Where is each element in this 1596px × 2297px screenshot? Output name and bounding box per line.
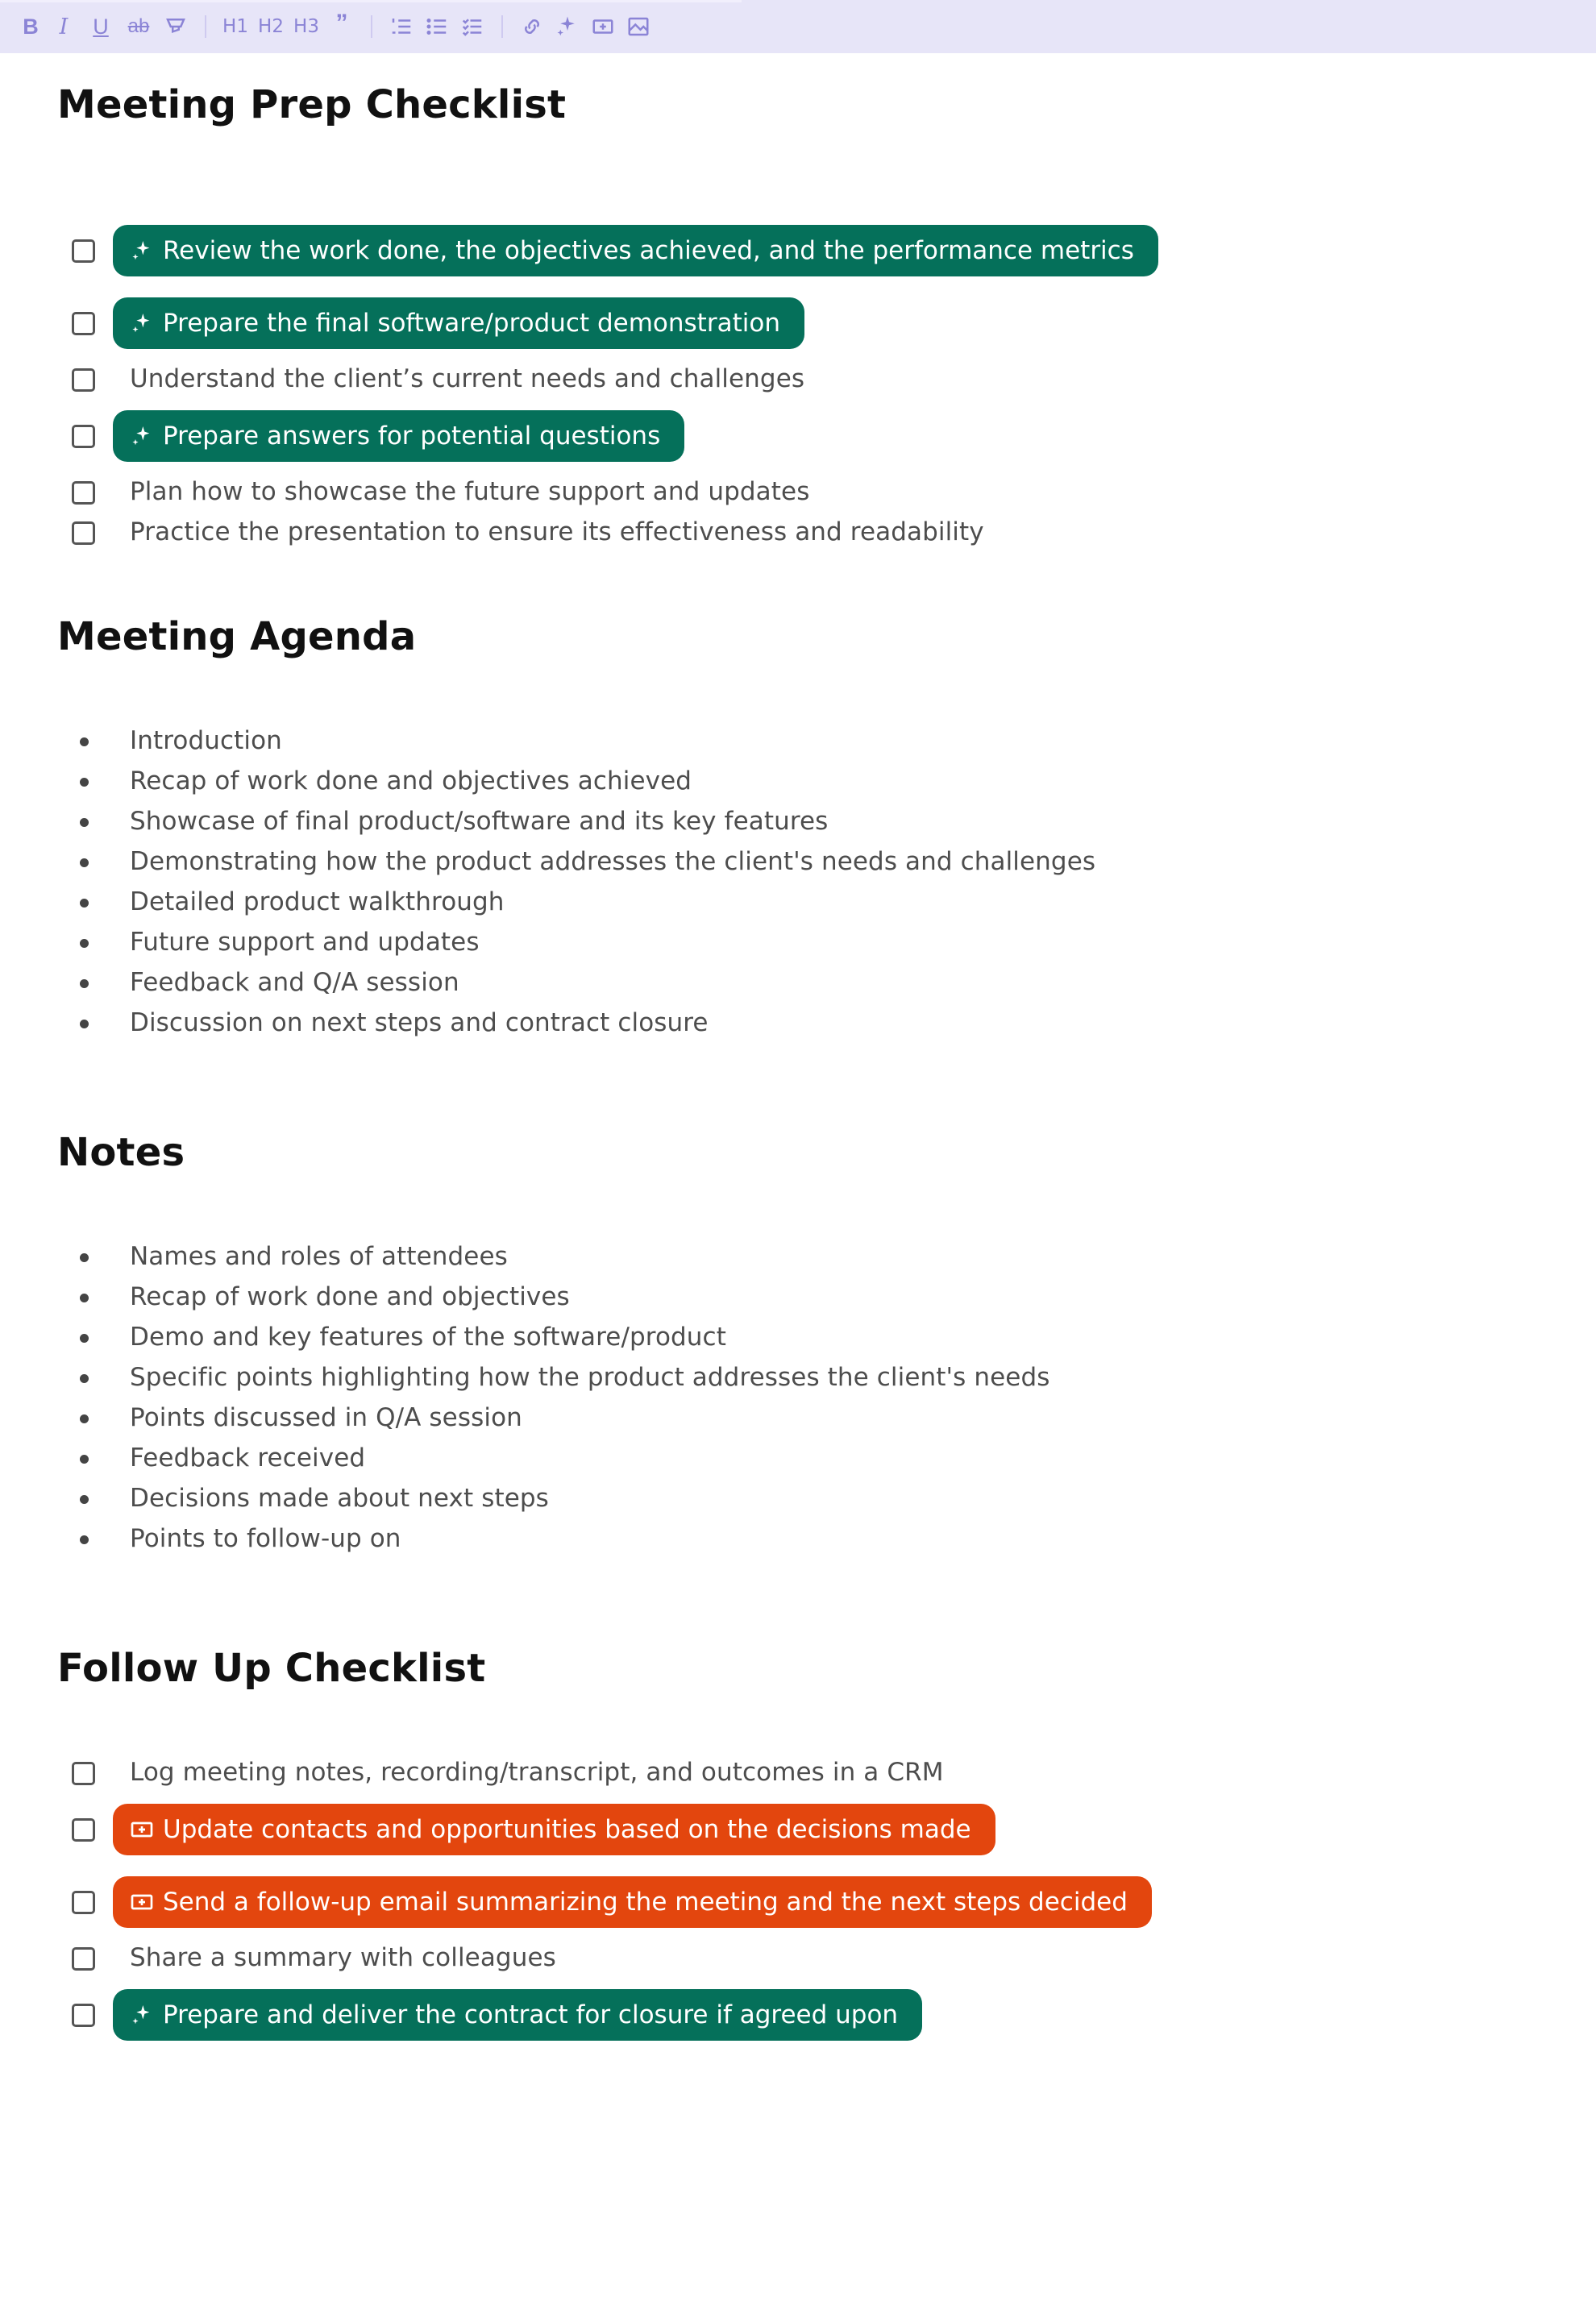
section-title-follow-up: Follow Up Checklist: [57, 1646, 486, 1691]
formatting-toolbar: [0, 0, 1596, 53]
checklist-item-text: Prepare and deliver the contract for closure if agreed upon: [163, 2000, 899, 2029]
checkbox[interactable]: [72, 368, 95, 392]
bullet: [80, 737, 89, 746]
sparkle-icon: [126, 235, 158, 267]
ai-suggestion-pill[interactable]: [113, 297, 804, 349]
bullet-list-icon[interactable]: [419, 9, 455, 44]
section-title-notes: Notes: [57, 1130, 185, 1175]
ai-suggestion-pill[interactable]: [113, 410, 684, 462]
list-item-text: Recap of work done and objectives: [130, 1282, 570, 1311]
ai-sparkle-icon[interactable]: [550, 9, 585, 44]
image-icon[interactable]: [621, 9, 656, 44]
checkbox[interactable]: [72, 312, 95, 335]
checkbox[interactable]: [72, 2004, 95, 2027]
ai-suggestion-pill[interactable]: [113, 1989, 922, 2041]
checklist-item: [0, 509, 1596, 557]
bullet: [80, 1253, 89, 1262]
bullet: [80, 1020, 89, 1028]
list-item-text: Feedback received: [130, 1443, 366, 1472]
bullet: [80, 1294, 89, 1302]
toolbar-divider: [205, 15, 206, 38]
checklist-item: [0, 299, 1596, 347]
checklist-item: [0, 1749, 1596, 1797]
checklist-item: [0, 226, 1596, 275]
list-item-text: Showcase of final product/software and its key features: [130, 807, 829, 836]
list-item: [0, 999, 1596, 1048]
checkbox[interactable]: [72, 481, 95, 505]
list-item-text: Points discussed in Q/A session: [130, 1403, 522, 1432]
checklist-item-text: Review the work done, the objectives achieved, and the performance metrics: [163, 236, 1134, 265]
checklist-item-text: Prepare answers for potential questions: [163, 422, 661, 451]
checklist-item-text: Practice the presentation to ensure its effectiveness and readability: [130, 517, 984, 546]
checklist-item: [0, 1878, 1596, 1926]
checklist-item-text: Update contacts and opportunities based on the decisions made: [163, 1815, 971, 1844]
checkbox[interactable]: [72, 239, 95, 263]
bullet: [80, 939, 89, 948]
checklist-item-text: Prepare the final software/product demonstration: [163, 309, 780, 338]
ai-suggestion-pill[interactable]: [113, 225, 1158, 276]
link-icon[interactable]: [514, 9, 550, 44]
checklist-item-text: Plan how to showcase the future support and updates: [130, 477, 810, 506]
bullet: [80, 979, 89, 988]
embed-icon: [126, 1813, 158, 1846]
sparkle-icon: [126, 1999, 158, 2031]
list-item-text: Feedback and Q/A session: [130, 968, 459, 997]
checklist-item: [0, 1991, 1596, 2039]
checkbox[interactable]: [72, 1891, 95, 1914]
list-item-text: Detailed product walkthrough: [130, 887, 505, 916]
toolbar-accent: [0, 0, 742, 2]
quote-button[interactable]: ”: [335, 10, 348, 36]
strikethrough-button[interactable]: ab: [127, 15, 150, 37]
list-item-text: Specific points highlighting how the product addresses the client's needs: [130, 1363, 1050, 1392]
checklist-item: [0, 412, 1596, 460]
section-title-meeting-agenda: Meeting Agenda: [57, 614, 417, 659]
checklist-icon[interactable]: [455, 9, 490, 44]
bullet: [80, 1414, 89, 1423]
checklist-item-text: Send a follow-up email summarizing the meeting and the next steps decided: [163, 1888, 1128, 1917]
checklist-item-text: Understand the client’s current needs and challenges: [130, 364, 805, 393]
list-item-text: Future support and updates: [130, 928, 480, 957]
list-item-text: Decisions made about next steps: [130, 1484, 549, 1513]
checkbox[interactable]: [72, 521, 95, 545]
heading-1-button[interactable]: H1: [222, 16, 248, 37]
list-item-text: Recap of work done and objectives achieved: [130, 766, 692, 795]
bullet: [80, 899, 89, 908]
checkbox[interactable]: [72, 1762, 95, 1785]
list-item-text: Demonstrating how the product addresses the client's needs and challenges: [130, 847, 1096, 876]
checklist-item-text: Share a summary with colleagues: [130, 1943, 556, 1972]
highlighter-icon[interactable]: [158, 9, 193, 44]
checklist-item: [0, 1934, 1596, 1983]
action-suggestion-pill[interactable]: [113, 1876, 1152, 1928]
bullet: [80, 1535, 89, 1544]
ordered-list-icon[interactable]: [384, 9, 419, 44]
toolbar-divider: [501, 15, 503, 38]
section-title-meeting-prep: Meeting Prep Checklist: [57, 82, 567, 127]
list-item: [0, 1515, 1596, 1564]
bold-button[interactable]: B: [23, 14, 39, 39]
checklist-item-text: Log meeting notes, recording/transcript, and outcomes in a CRM: [130, 1758, 944, 1787]
bullet: [80, 778, 89, 787]
bullet: [80, 1334, 89, 1343]
checklist-item: [0, 355, 1596, 404]
toolbar-divider: [371, 15, 372, 38]
bullet: [80, 1455, 89, 1464]
bullet: [80, 1495, 89, 1504]
embed-icon[interactable]: [585, 9, 621, 44]
heading-2-button[interactable]: H2: [258, 16, 284, 37]
checkbox[interactable]: [72, 425, 95, 448]
checkbox[interactable]: [72, 1818, 95, 1842]
action-suggestion-pill[interactable]: [113, 1804, 995, 1855]
list-item-text: Introduction: [130, 726, 282, 755]
italic-button[interactable]: I: [59, 14, 69, 39]
list-item-text: Names and roles of attendees: [130, 1242, 508, 1271]
underline-button[interactable]: U: [93, 14, 109, 39]
heading-3-button[interactable]: H3: [293, 16, 319, 37]
list-item-text: Points to follow-up on: [130, 1524, 401, 1553]
sparkle-icon: [126, 307, 158, 339]
checklist-item: [0, 1805, 1596, 1854]
checkbox[interactable]: [72, 1947, 95, 1971]
bullet: [80, 858, 89, 867]
sparkle-icon: [126, 420, 158, 452]
bullet: [80, 1374, 89, 1383]
list-item-text: Discussion on next steps and contract closure: [130, 1008, 709, 1037]
bullet: [80, 818, 89, 827]
embed-icon: [126, 1886, 158, 1918]
list-item-text: Demo and key features of the software/product: [130, 1323, 726, 1352]
